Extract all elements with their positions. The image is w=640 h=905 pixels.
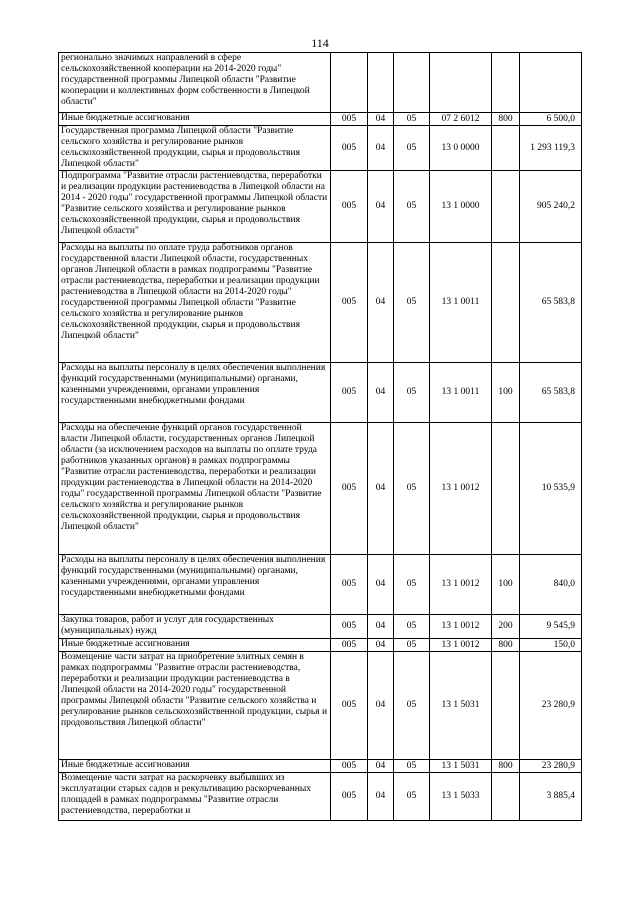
row-rz: 04 xyxy=(368,615,394,639)
table-row xyxy=(59,423,582,555)
row-ved: 005 xyxy=(331,760,368,773)
row-rz: 04 xyxy=(368,171,394,243)
row-name: Возмещение части затрат на приобретение элитных семян в рамках подпрограммы "Развитие отрасли растениеводства, переработки и реализации продукции растениеводства в Липецкой области на 2014-2020 годы" государственной программы Липецкой области "Развитие сельского хозяйства и регулирование рынков сельскохозяйственной продукции, сырья и продовольствия Липецкой области" xyxy=(59,652,331,760)
row-sum: 1 293 119,3 xyxy=(520,126,582,171)
row-name: Государственная программа Липецкой области "Развитие сельского хозяйства и регулирование рынков сельскохозяйственной продукции, сырья и продовольствия Липецкой области" xyxy=(59,126,331,171)
row-vr xyxy=(492,126,520,171)
row-vr: 800 xyxy=(492,113,520,126)
row-name: Иные бюджетные ассигнования xyxy=(59,113,331,126)
row-ved: 005 xyxy=(331,423,368,555)
row-vr xyxy=(492,652,520,760)
row-csr: 07 2 6012 xyxy=(430,113,492,126)
table-row xyxy=(59,113,582,126)
row-pr: 05 xyxy=(394,171,430,243)
table-row xyxy=(59,171,582,243)
row-sum xyxy=(520,53,582,113)
row-rz: 04 xyxy=(368,773,394,821)
row-ved: 005 xyxy=(331,639,368,652)
row-vr: 800 xyxy=(492,760,520,773)
row-sum: 10 535,9 xyxy=(520,423,582,555)
row-pr: 05 xyxy=(394,555,430,615)
row-csr: 13 1 0012 xyxy=(430,615,492,639)
table-row xyxy=(59,126,582,171)
row-name: Иные бюджетные ассигнования xyxy=(59,639,331,652)
table-row xyxy=(59,615,582,639)
row-csr: 13 1 0012 xyxy=(430,555,492,615)
row-vr: 200 xyxy=(492,615,520,639)
row-name: Иные бюджетные ассигнования xyxy=(59,760,331,773)
table-row xyxy=(59,243,582,363)
row-pr: 05 xyxy=(394,773,430,821)
row-pr: 05 xyxy=(394,126,430,171)
row-sum: 23 280,9 xyxy=(520,652,582,760)
row-pr: 05 xyxy=(394,113,430,126)
row-sum: 6 500,0 xyxy=(520,113,582,126)
table-row xyxy=(59,652,582,760)
row-vr xyxy=(492,53,520,113)
row-name: Возмещение части затрат на раскорчевку выбывших из эксплуатации старых садов и рекультивацию раскорчеванных площадей в рамках подпрограммы "Развитие отрасли растениеводства, переработки и xyxy=(59,773,331,821)
row-rz: 04 xyxy=(368,423,394,555)
table-row xyxy=(59,639,582,652)
row-csr: 13 1 5031 xyxy=(430,652,492,760)
row-csr: 13 1 0000 xyxy=(430,171,492,243)
row-sum: 3 885,4 xyxy=(520,773,582,821)
row-pr: 05 xyxy=(394,243,430,363)
page-number: 114 xyxy=(311,36,329,50)
row-pr xyxy=(394,53,430,113)
row-rz: 04 xyxy=(368,363,394,423)
row-vr xyxy=(492,773,520,821)
row-ved: 005 xyxy=(331,773,368,821)
row-ved: 005 xyxy=(331,652,368,760)
row-name: Расходы на выплаты персоналу в целях обеспечения выполнения функций государственными (муниципальными) органами, казенными учреждениями, органами управления государственными внебюджетными фондами xyxy=(59,555,331,615)
row-ved: 005 xyxy=(331,243,368,363)
row-sum: 905 240,2 xyxy=(520,171,582,243)
row-csr: 13 1 0011 xyxy=(430,363,492,423)
row-name: Подпрограмма "Развитие отрасли растениеводства, переработки и реализации продукции растениеводства в Липецкой области на 2014 - 2020 годы" государственной программы Липецкой области "Развитие сельского хозяйства и регулирование рынков сельскохозяйственной продукции, сырья и продовольствия Липецкой области" xyxy=(59,171,331,243)
budget-table xyxy=(58,52,582,821)
row-name: Расходы на обеспечение функций органов государственной власти Липецкой области, государственных органов Липецкой области (за исключением расходов на выплаты по оплате труда работников указанных органов) в рамках подпрограммы "Развитие отрасли растениеводства, переработки и реализации продукции растениеводства в Липецкой области на 2014-2020 годы" государственной программы Липецкой области "Развитие сельского хозяйства и регулирование рынков сельскохозяйственной продукции, сырья и продовольствия Липецкой области" xyxy=(59,423,331,555)
row-csr: 13 1 0012 xyxy=(430,423,492,555)
table-row xyxy=(59,760,582,773)
row-csr: 13 1 5033 xyxy=(430,773,492,821)
row-csr: 13 0 0000 xyxy=(430,126,492,171)
row-ved: 005 xyxy=(331,615,368,639)
row-vr xyxy=(492,423,520,555)
row-vr: 100 xyxy=(492,555,520,615)
row-pr: 05 xyxy=(394,615,430,639)
row-sum: 23 280,9 xyxy=(520,760,582,773)
row-rz: 04 xyxy=(368,760,394,773)
row-rz: 04 xyxy=(368,243,394,363)
row-vr: 800 xyxy=(492,639,520,652)
row-pr: 05 xyxy=(394,652,430,760)
row-pr: 05 xyxy=(394,423,430,555)
row-pr: 05 xyxy=(394,760,430,773)
table-row xyxy=(59,773,582,821)
row-name: Закупка товаров, работ и услуг для государственных (муниципальных) нужд xyxy=(59,615,331,639)
row-ved: 005 xyxy=(331,126,368,171)
row-pr: 05 xyxy=(394,363,430,423)
row-ved: 005 xyxy=(331,555,368,615)
row-sum: 840,0 xyxy=(520,555,582,615)
row-rz xyxy=(368,53,394,113)
row-ved xyxy=(331,53,368,113)
row-sum: 65 583,8 xyxy=(520,363,582,423)
row-csr: 13 1 5031 xyxy=(430,760,492,773)
row-name: Расходы на выплаты по оплате труда работников органов государственной власти Липецкой области, государственных органов Липецкой области в рамках подпрограммы "Развитие отрасли растениеводства, переработки и реализации продукции растениеводства в Липецкой области на 2014-2020 годы" государственной программы Липецкой области "Развитие сельского хозяйства и регулирование рынков сельскохозяйственной продукции, сырья и продовольствия Липецкой области" xyxy=(59,243,331,363)
table-row xyxy=(59,555,582,615)
row-sum: 65 583,8 xyxy=(520,243,582,363)
row-rz: 04 xyxy=(368,113,394,126)
row-vr: 100 xyxy=(492,363,520,423)
row-sum: 9 545,9 xyxy=(520,615,582,639)
row-csr: 13 1 0011 xyxy=(430,243,492,363)
row-vr xyxy=(492,243,520,363)
row-ved: 005 xyxy=(331,113,368,126)
table-row xyxy=(59,363,582,423)
row-pr: 05 xyxy=(394,639,430,652)
row-csr: 13 1 0012 xyxy=(430,639,492,652)
row-name: регионально значимых направлений в сфере сельскохозяйственной кооперации на 2014-2020 годы" государственной программы Липецкой области "Развитие кооперации и коллективных форм собственности в Липецкой области" xyxy=(59,53,331,113)
row-rz: 04 xyxy=(368,639,394,652)
row-sum: 150,0 xyxy=(520,639,582,652)
row-rz: 04 xyxy=(368,555,394,615)
row-vr xyxy=(492,171,520,243)
row-ved: 005 xyxy=(331,171,368,243)
table-row xyxy=(59,53,582,113)
row-rz: 04 xyxy=(368,652,394,760)
row-csr xyxy=(430,53,492,113)
table-body xyxy=(59,53,582,821)
row-rz: 04 xyxy=(368,126,394,171)
row-ved: 005 xyxy=(331,363,368,423)
row-name: Расходы на выплаты персоналу в целях обеспечения выполнения функций государственными (муниципальными) органами, казенными учреждениями, органами управления государственными внебюджетными фондами xyxy=(59,363,331,423)
